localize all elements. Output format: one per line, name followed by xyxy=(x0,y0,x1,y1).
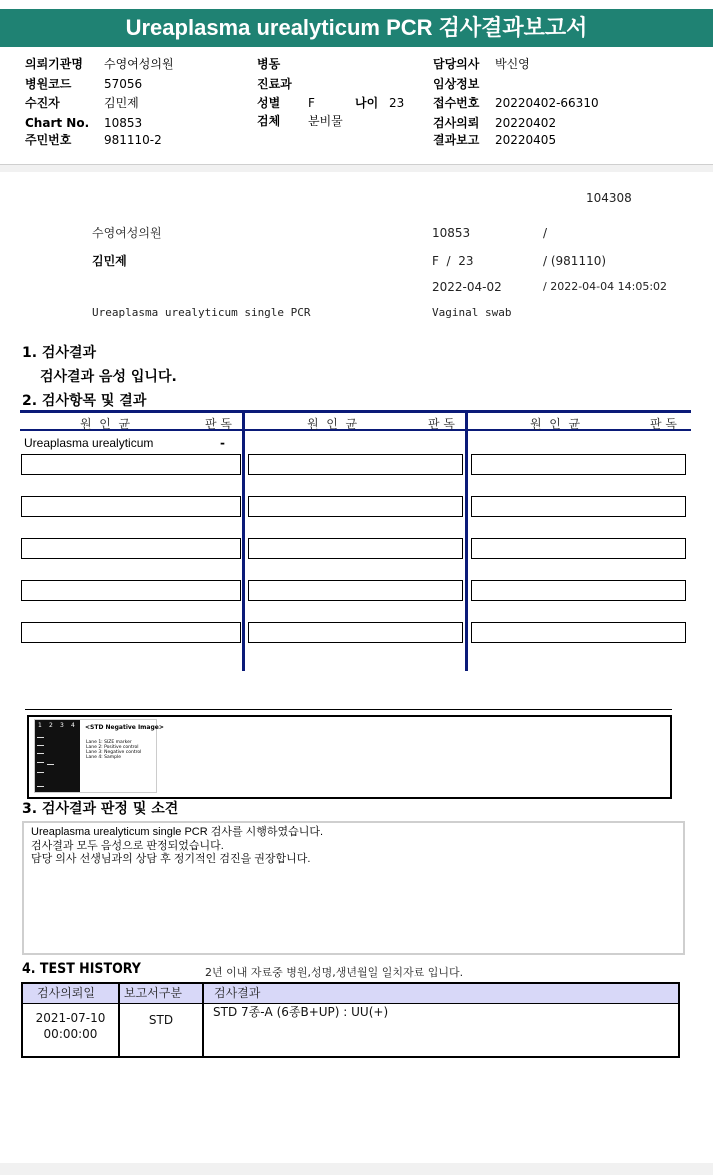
sub-sex-age: F / 23 xyxy=(432,254,474,268)
result-box xyxy=(248,580,463,601)
opinion-line: 검사결과 모두 음성으로 판정되었습니다. xyxy=(31,840,224,852)
header-divider xyxy=(0,164,713,172)
gel-band xyxy=(47,764,54,765)
result-summary: 검사결과 음성 입니다. xyxy=(40,369,177,385)
patient-value: 김민제 xyxy=(104,96,139,110)
opinion-line: 담당 의사 선생님과의 상담 후 정기적인 검진을 권장합니다. xyxy=(31,853,311,865)
gel-band xyxy=(37,737,44,738)
result-box xyxy=(471,538,686,559)
receipt-no-label: 접수번호 xyxy=(433,96,480,110)
sub-institution: 수영여성의원 xyxy=(92,226,162,240)
resident-no-value: 981110-2 xyxy=(104,133,162,147)
history-header-type: 보고서구분 xyxy=(120,984,202,1003)
history-note: 2년 이내 자료중 병원,성명,생년월일 일치자료 입니다. xyxy=(205,966,464,979)
sub-request-date: 2022-04-02 xyxy=(432,280,502,294)
gel-lane-number: 1 xyxy=(38,722,42,729)
section4-title: 4. TEST HISTORY xyxy=(22,961,141,977)
report-title: Ureaplasma urealyticum PCR 검사결과보고서 xyxy=(0,9,713,47)
opinion-line: Ureaplasma urealyticum single PCR 검사를 시행하였습니다. xyxy=(31,826,324,838)
age-label: 나이 xyxy=(355,96,379,110)
gel-lane-number: 4 xyxy=(71,722,75,729)
gel-band xyxy=(37,772,44,773)
clinical-info-label: 임상정보 xyxy=(433,77,480,91)
result-box xyxy=(21,454,241,475)
sub-test-name: Ureaplasma urealyticum single PCR xyxy=(92,306,311,319)
institution-value: 수영여성의원 xyxy=(104,57,174,71)
request-date-value: 20220402 xyxy=(495,116,557,130)
history-column-rule xyxy=(202,984,204,1056)
result-box xyxy=(21,538,241,559)
history-result: STD 7종-A (6종B+UP) : UU(+) xyxy=(213,1005,389,1019)
sub-chart-no: 10853 xyxy=(432,226,471,240)
sub-patient: 김민제 xyxy=(92,254,127,268)
gel-electrophoresis-image xyxy=(35,720,80,792)
section3-title: 3. 검사결과 판정 및 소견 xyxy=(22,801,179,817)
history-header-rule xyxy=(23,1003,678,1004)
gel-band xyxy=(37,786,44,787)
result-box xyxy=(248,538,463,559)
result-box xyxy=(21,496,241,517)
gel-band xyxy=(37,753,44,754)
gel-legend-item: Lane 2: Positive control xyxy=(86,745,139,750)
table-column-rule-2 xyxy=(465,413,468,671)
institution-label: 의뢰기관명 xyxy=(25,57,83,71)
history-type: STD xyxy=(148,1013,174,1027)
result-box xyxy=(248,622,463,643)
department-label: 진료과 xyxy=(257,77,292,91)
pathogen-result: - xyxy=(220,436,225,450)
history-table xyxy=(21,982,680,1058)
sex-value: F xyxy=(308,96,315,110)
history-header-result: 검사결과 xyxy=(204,984,678,1003)
gel-image-title: <STD Negative Image> xyxy=(85,724,164,731)
gel-divider xyxy=(25,709,672,710)
table-column-rule-1 xyxy=(242,413,245,671)
pathogen-name: Ureaplasma urealyticum xyxy=(24,436,154,450)
resident-no-label: 주민번호 xyxy=(25,133,72,147)
history-header-date: 검사의뢰일 xyxy=(23,984,118,1003)
doctor-label: 담당의사 xyxy=(433,57,480,71)
sub-specimen: Vaginal swab xyxy=(432,306,512,319)
table-top-rule xyxy=(20,410,691,413)
col-pathogen-2: 원 인 균 xyxy=(307,417,358,431)
section1-title: 1. 검사결과 xyxy=(22,345,97,361)
section2-title: 2. 검사항목 및 결과 xyxy=(22,393,147,409)
history-date: 2021-07-10 xyxy=(35,1011,106,1025)
col-judgement-3: 판 독 xyxy=(650,417,677,431)
sub-birth: / (981110) xyxy=(543,254,607,268)
report-date-value: 20220405 xyxy=(495,133,557,147)
result-box xyxy=(471,496,686,517)
sub-report-datetime: / 2022-04-04 14:05:02 xyxy=(543,280,668,293)
report-date-label: 결과보고 xyxy=(433,133,480,147)
gel-legend-item: Lane 3: Negative control xyxy=(86,750,142,755)
receipt-no-value: 20220402-66310 xyxy=(495,96,599,110)
history-time: 00:00:00 xyxy=(43,1027,98,1041)
gel-band xyxy=(37,745,44,746)
ward-label: 병동 xyxy=(257,57,281,71)
col-pathogen-3: 원 인 균 xyxy=(530,417,581,431)
chart-no-value: 10853 xyxy=(104,116,143,130)
footer-band xyxy=(0,1163,713,1175)
result-box xyxy=(21,580,241,601)
doctor-value: 박신영 xyxy=(495,57,530,71)
hospital-code-label: 병원코드 xyxy=(25,77,72,91)
result-box xyxy=(471,580,686,601)
sex-label: 성별 xyxy=(257,96,281,110)
gel-band xyxy=(37,762,44,763)
result-box xyxy=(471,622,686,643)
patient-label: 수진자 xyxy=(25,96,60,110)
result-box xyxy=(471,454,686,475)
hospital-code-value: 57056 xyxy=(104,77,143,91)
chart-no-label: Chart No. xyxy=(25,116,90,130)
gel-legend-item: Lane 4: Sample xyxy=(86,755,121,760)
col-judgement-2: 판 독 xyxy=(428,417,455,431)
gel-legend-item: Lane 1: SIZE marker xyxy=(86,740,132,745)
gel-lane-number: 3 xyxy=(60,722,64,729)
result-box xyxy=(21,622,241,643)
age-value: 23 xyxy=(389,96,405,110)
result-box xyxy=(248,496,463,517)
request-date-label: 검사의뢰 xyxy=(433,116,480,130)
col-pathogen-1: 원 인 균 xyxy=(80,417,131,431)
sub-slash: / xyxy=(543,226,548,240)
sub-code: 104308 xyxy=(586,191,632,205)
specimen-label: 검체 xyxy=(257,114,281,128)
result-box xyxy=(248,454,463,475)
gel-lane-number: 2 xyxy=(49,722,53,729)
col-judgement-1: 판 독 xyxy=(205,417,232,431)
specimen-value: 분비물 xyxy=(308,114,343,128)
